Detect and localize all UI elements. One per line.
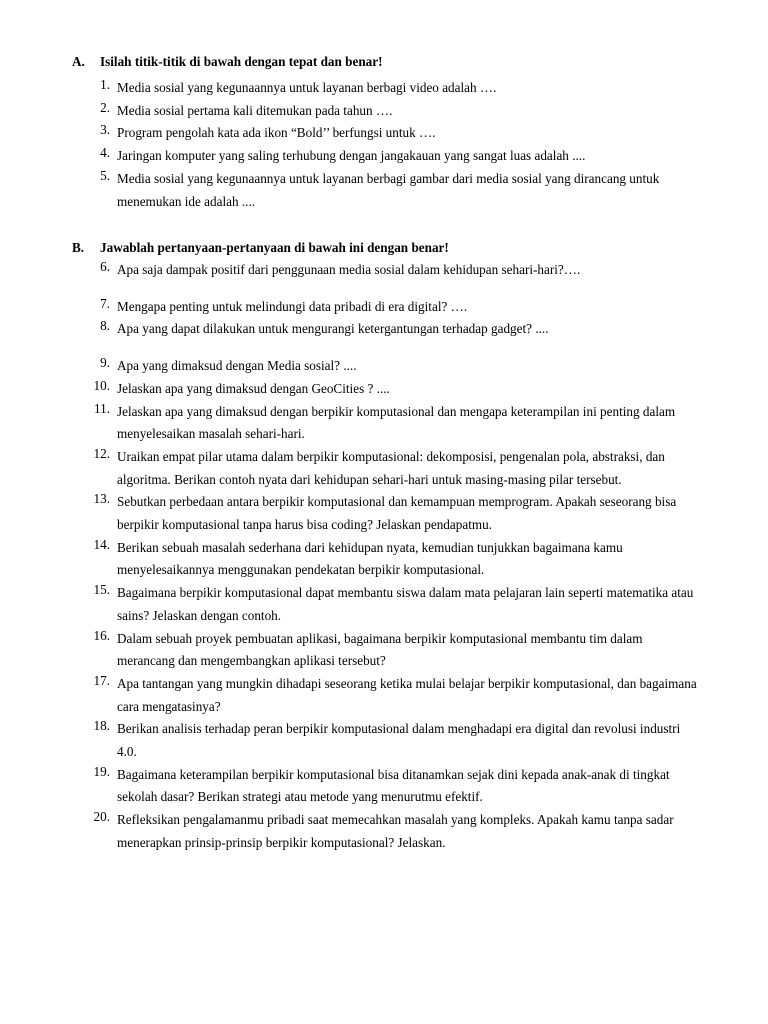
question-number: 8. [100,318,110,334]
question-text: Berikan sebuah masalah sederhana dari kehidupan nyata, kemudian tunjukkan bagaimana kamu menyelesaikannya menggunakan pendekatan berpikir komputasional. [117,539,623,578]
question-item [0,491,768,536]
section-a-letter: A. [72,54,85,69]
question-text: Berikan analisis terhadap peran berpikir komputasional dalam menghadapi era digital dan revolusi industri 4.0. [117,721,681,760]
question-number: 5. [100,167,110,183]
question-number: 16. [93,627,110,643]
question-number: 19. [93,763,110,779]
question-item [0,809,768,854]
question-item [0,77,768,100]
section-a-heading [0,51,768,73]
question-number: 15. [93,582,110,598]
question-number: 10. [93,377,110,393]
section-a [0,51,768,213]
question-text: Jelaskan apa yang dimaksud dengan berpikir komputasional dan mengapa keterampilan ini penting dalam menyelesaikan masalah sehari-hari. [117,403,676,442]
section-b [0,237,768,855]
question-text: Uraikan empat pilar utama dalam berpikir komputasional: dekomposisi, pengenalan pola, abstraksi, dan algoritma. Berikan contoh nyata dari kehidupan sehari-hari untuk masing-masing pilar tersebut. [117,448,665,487]
question-number: 11. [94,400,110,416]
question-text: Apa yang dimaksud dengan Media sosial? .... [117,358,357,374]
section-b-heading [0,237,768,259]
question-number: 4. [100,145,110,161]
question-item [0,259,768,282]
question-item [0,168,768,213]
question-item [0,100,768,123]
question-text: Jelaskan apa yang dimaksud dengan GeoCities ? .... [117,380,390,396]
question-number: 7. [100,295,110,311]
question-text: Sebutkan perbedaan antara berpikir komputasional dan kemampuan memprogram. Apakah seseorang bisa berpikir komputasional tanpa harus bisa coding? Jelaskan pendapatmu. [117,494,677,533]
question-number: 14. [93,536,110,552]
question-item [0,446,768,491]
question-text: Program pengolah kata ada ikon “Bold’’ berfungsi untuk …. [117,125,436,141]
section-b-letter: B. [72,240,85,255]
question-text: Media sosial yang kegunaannya untuk layanan berbagi gambar dari media sosial yang dirancang untuk menemukan ide adalah .... [117,170,660,209]
question-item [0,296,768,319]
question-item [0,582,768,627]
question-number: 18. [93,718,110,734]
question-number: 13. [93,491,110,507]
question-number: 6. [100,259,110,274]
question-text: Apa yang dapat dilakukan untuk mengurangi ketergantungan terhadap gadget? .... [117,321,549,337]
question-number: 3. [100,122,110,138]
question-number: 1. [100,77,110,92]
question-item [0,673,768,718]
question-item [0,318,768,341]
question-text: Jaringan komputer yang saling terhubung dengan jangakauan yang sangat luas adalah .... [117,148,586,164]
question-text: Apa tantangan yang mungkin dihadapi seseorang ketika mulai belajar berpikir komputasional, dan bagaimana cara mengatasinya? [117,675,697,714]
question-item [0,145,768,168]
question-text: Bagaimana berpikir komputasional dapat membantu siswa dalam mata pelajaran lain seperti matematika atau sains? Jelaskan dengan contoh. [117,585,694,623]
question-item [0,401,768,446]
question-text: Apa saja dampak positif dari penggunaan media sosial dalam kehidupan sehari-hari?…. [117,262,581,277]
question-text: Media sosial yang kegunaannya untuk layanan berbagi video adalah …. [117,80,497,95]
section-a-title: Isilah titik-titik di bawah dengan tepat dan benar! [100,54,383,69]
question-item [0,628,768,673]
question-text: Media sosial pertama kali ditemukan pada tahun …. [117,102,393,118]
question-text: Dalam sebuah proyek pembuatan aplikasi, bagaimana berpikir komputasional membantu tim dalam merancang dan mengembangkan aplikasi tersebut? [117,630,643,669]
question-item [0,378,768,401]
question-item [0,718,768,763]
question-number: 2. [100,99,110,115]
question-item [0,764,768,809]
question-text: Mengapa penting untuk melindungi data pribadi di era digital? …. [117,298,468,314]
question-text: Refleksikan pengalamanmu pribadi saat memecahkan masalah yang kompleks. Apakah kamu tanpa sadar menerapkan prinsip-prinsip berpikir komputasional? Jelaskan. [117,812,674,850]
question-number: 12. [93,445,110,461]
question-text: Bagaimana keterampilan berpikir komputasional bisa ditanamkan sejak dini kepada anak-anak di tingkat sekolah dasar? Berikan strategi atau metode yang menurutmu efektif. [117,766,670,805]
question-item [0,122,768,145]
question-number: 20. [93,809,110,825]
question-number: 17. [93,672,110,688]
question-number: 9. [100,355,110,371]
section-b-title: Jawablah pertanyaan-pertanyaan di bawah ini dengan benar! [100,240,449,255]
question-item [0,355,768,378]
question-item [0,537,768,582]
